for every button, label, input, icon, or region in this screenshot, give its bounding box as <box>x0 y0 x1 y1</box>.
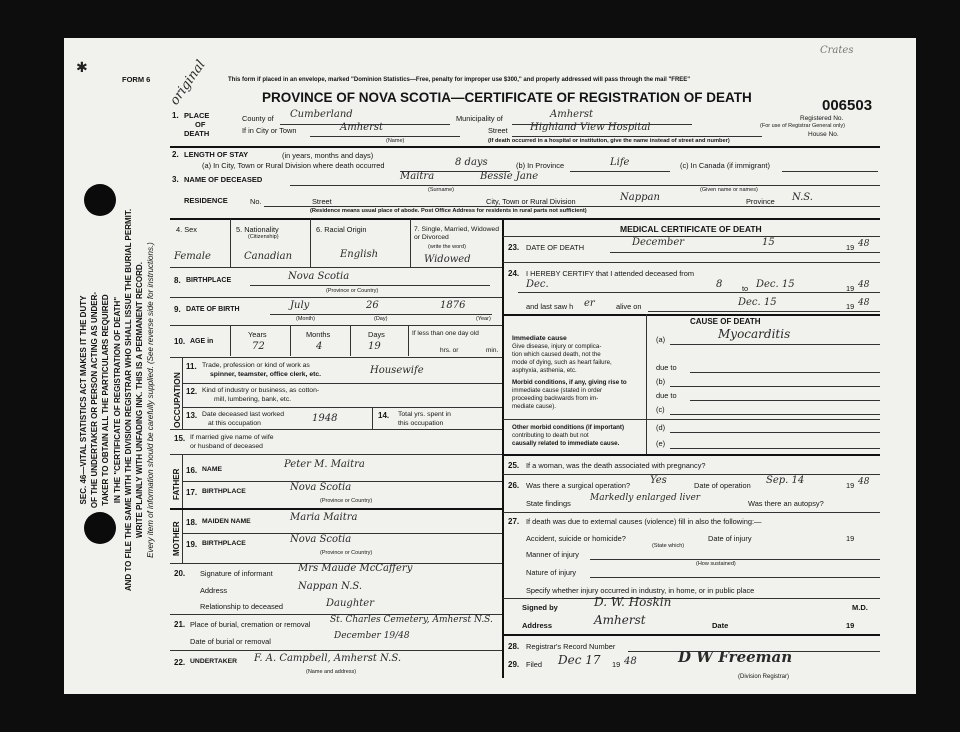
deceased-name-line <box>290 185 880 186</box>
residence-note: (Residence means usual place of abode. Post Office Address for residents in rural parts not sufficient) <box>310 208 587 214</box>
hospital-note: (If death occurred in a hospital or institution, give the name instead of street and number) <box>488 138 730 144</box>
name-of-deceased-label: NAME OF DECEASED <box>184 175 263 184</box>
birthplace-line <box>250 285 490 286</box>
mother-maiden-name-value: Maria Maitra <box>290 512 358 523</box>
name-caption: (Name) <box>386 138 405 144</box>
item-number: 29. <box>508 660 520 669</box>
father-side-label: FATHER <box>172 468 181 500</box>
surname-caption: (Surname) <box>428 187 454 193</box>
alive-year: 48 <box>858 298 870 308</box>
findings-label: State findings <box>526 499 571 508</box>
undertaker-caption: (Name and address) <box>306 669 357 675</box>
age-years: 72 <box>252 341 265 352</box>
nationality-label: 5. Nationality <box>236 225 279 234</box>
residence-label: RESIDENCE <box>184 196 228 205</box>
immediate-desc-3: mode of dying, such as heart failure, <box>512 359 612 366</box>
immediate-cause-title: Immediate cause <box>512 335 567 342</box>
occupation-row-divider <box>182 407 502 408</box>
medical-row-divider <box>503 634 880 636</box>
item-number: 15. <box>174 434 186 443</box>
certify-line <box>518 292 880 293</box>
item-number: 18. <box>186 518 198 527</box>
item-number: 19. <box>186 540 198 549</box>
street-label: Street <box>488 126 508 135</box>
city-line <box>310 136 460 137</box>
residence-city-label: City, Town or Rural Division <box>486 197 576 206</box>
residence-street-label: Street <box>312 197 332 206</box>
dob-year: 1876 <box>440 300 466 311</box>
item-number: 28. <box>508 642 520 651</box>
due-to-label: due to <box>656 363 677 372</box>
last-worked-label2: at this occupation <box>208 420 261 427</box>
personal-col-divider <box>410 219 411 267</box>
item-number: 9. <box>174 305 181 314</box>
city-value: Amherst <box>340 122 383 133</box>
last-worked-label: Date deceased last worked <box>202 411 284 418</box>
last-saw-label: and last saw h <box>526 302 574 311</box>
personal-row-divider <box>170 297 502 298</box>
mother-province-caption: (Province or Country) <box>320 550 373 556</box>
age-col-divider <box>230 326 231 356</box>
personal-row-divider <box>170 357 502 358</box>
total-years-label2: this occupation <box>398 420 444 427</box>
nature-label: Nature of injury <box>526 568 577 577</box>
death-day: 15 <box>762 237 775 248</box>
dob-day-caption: (Day) <box>374 316 388 322</box>
burial-place-value: St. Charles Cemetery, Amherst N.S. <box>330 615 493 625</box>
cause-box-divider-row <box>503 419 880 420</box>
burial-place-label: Place of burial, cremation or removal <box>190 620 311 629</box>
side-line: OF THE UNDERTAKER OR PERSON ACTING AS UNDER- <box>90 291 100 509</box>
hrs-label: hrs. or <box>440 347 459 354</box>
cause-e-label: (e) <box>656 439 666 448</box>
attended-from-day: 8 <box>716 279 723 290</box>
stay-province-value: Life <box>610 157 630 168</box>
last-saw-value: er <box>584 298 595 309</box>
item-number: 21. <box>174 620 186 629</box>
registrar-use-note: (For use of Registrar General only) <box>760 123 845 129</box>
personal-row-divider <box>170 267 502 268</box>
county-label: County of <box>242 114 274 123</box>
to-label: to <box>742 284 749 293</box>
operation-year: 48 <box>858 477 870 487</box>
medical-row-divider <box>503 598 880 599</box>
item-number: 27. <box>508 517 520 526</box>
mother-maiden-name-label: MAIDEN NAME <box>202 518 251 525</box>
municipality-value: Amherst <box>550 109 593 120</box>
external-causes-question: If death was due to external causes (violence) fill in also the following:— <box>526 517 762 526</box>
informant-label: Signature of informant <box>200 569 273 578</box>
street-line <box>512 136 762 137</box>
deceased-given-name: Bessie Jane <box>480 171 539 182</box>
residence-no-label: No. <box>250 197 262 206</box>
attended-to: Dec. 15 <box>756 279 795 290</box>
certificate-title: PROVINCE OF NOVA SCOTIA—CERTIFICATE OF REGISTRATION OF DEATH <box>262 90 752 105</box>
death-label: DEATH <box>184 129 210 138</box>
medical-row-divider <box>503 512 880 513</box>
signed-by-value: D. W. Hoskin <box>594 595 672 609</box>
item-number: 10. <box>174 337 186 346</box>
item-number: 2. <box>172 150 179 159</box>
county-value: Cumberland <box>290 109 353 120</box>
age-months: 4 <box>316 341 323 352</box>
filed-label: Filed <box>526 660 543 669</box>
stay-city-label: (a) In City, Town or Rural Division where death occurred <box>202 161 385 170</box>
other-title-2: contributing to death but not <box>512 432 589 439</box>
dob-month-caption: (Month) <box>296 316 315 322</box>
medical-certificate-title: MEDICAL CERTIFICATE OF DEATH <box>620 224 762 234</box>
alive-on-label: alive on <box>616 302 642 311</box>
nationality-value: Canadian <box>244 251 293 262</box>
residence-province-label: Province <box>746 197 775 206</box>
how-sustained-caption: (How sustained) <box>696 561 736 567</box>
trade-label: Trade, profession or kind of work as <box>202 362 310 369</box>
relationship-value: Daughter <box>326 598 374 609</box>
section-divider <box>170 218 880 220</box>
personal-col-divider <box>310 219 311 267</box>
trade-value: Housewife <box>370 365 424 376</box>
marital-status-label: 7. Single, Married, Widowed or Divorced <box>414 226 499 241</box>
filed-date: Dec 17 <box>558 653 601 667</box>
medical-row-divider <box>503 262 880 263</box>
marital-status-caption: (write the word) <box>428 244 466 250</box>
days-label: Days <box>368 330 385 339</box>
personal-row-divider <box>170 325 502 326</box>
signed-by-label: Signed by <box>522 603 558 612</box>
item-number: 1. <box>172 111 179 120</box>
side-line: TAKER TO OBTAIN ALL THE PARTICULARS REQUIRED <box>101 294 111 506</box>
nationality-caption: (Citizenship) <box>248 234 279 240</box>
father-birthplace-label: BIRTHPLACE <box>202 488 246 495</box>
filed-year-prefix: 19 <box>612 660 621 669</box>
side-line: IN THE "CERTIFICATE OF REGISTRATION OF DEATH" <box>112 296 122 504</box>
column-divider <box>502 218 504 678</box>
item-number: 11. <box>186 362 197 371</box>
age-col-divider <box>290 326 291 356</box>
attended-year-a: 48 <box>858 280 870 290</box>
state-which-caption: (State which) <box>652 543 685 549</box>
given-caption: (Given name or names) <box>700 187 758 193</box>
spouse-label: If married give name of wife <box>190 434 274 441</box>
registrar-caption: (Division Registrar) <box>738 674 790 680</box>
length-of-stay-note: (in years, months and days) <box>282 151 374 160</box>
item-number: 12. <box>186 387 198 396</box>
dob-line <box>270 314 492 315</box>
other-title-1: Other morbid conditions (if important) <box>512 424 625 431</box>
residence-line <box>264 206 880 207</box>
operation-question: Was there a surgical operation? <box>526 481 631 490</box>
cause-c-line <box>670 414 880 415</box>
signature-address-value: Amherst <box>594 613 646 627</box>
informant-address-label: Address <box>200 586 228 595</box>
stay-city-value: 8 days <box>455 157 488 168</box>
form-number: FORM 6 <box>122 75 151 84</box>
date-of-death-label: DATE OF DEATH <box>526 243 585 252</box>
informant-address: Nappan N.S. <box>298 581 363 592</box>
filed-year: 48 <box>624 656 637 667</box>
less-than-day-label: If less than one day old <box>412 330 479 337</box>
cause-box-top <box>503 314 880 316</box>
racial-origin-value: English <box>340 249 379 260</box>
stay-canada-line <box>782 171 878 172</box>
birthplace-value: Nova Scotia <box>288 271 350 282</box>
year-prefix-a: 19 <box>846 284 855 293</box>
md-label: M.D. <box>852 603 868 612</box>
attended-from: Dec. <box>526 279 549 290</box>
immediate-desc-4: asphyxia, asthenia, etc. <box>512 367 577 374</box>
item-number: 25. <box>508 461 520 470</box>
occupation-side-label: OCCUPATION <box>172 372 182 428</box>
operation-date: Sep. 14 <box>766 475 805 486</box>
nature-line <box>590 577 880 578</box>
operation-date-label: Date of operation <box>694 481 751 490</box>
side-instructions <box>78 140 156 660</box>
undertaker-value: F. A. Campbell, Amherst N.S. <box>254 653 402 664</box>
item-number: 16. <box>186 466 198 475</box>
father-birthplace-value: Nova Scotia <box>290 482 352 493</box>
death-year-prefix: 19 <box>846 243 855 252</box>
death-month: December <box>632 237 685 248</box>
dob-year-caption: (Year) <box>476 316 491 322</box>
morbid-title-2: immediate cause (stated in order <box>512 387 603 394</box>
birthplace-label: BIRTHPLACE <box>186 277 232 284</box>
operation-answer: Yes <box>650 475 667 486</box>
cause-box-divider <box>646 314 647 454</box>
certify-text: I HEREBY CERTIFY that I attended deceased from <box>526 269 695 278</box>
age-col-divider <box>408 326 409 356</box>
residence-city-value: Nappan <box>620 192 660 203</box>
dob-month: July <box>290 300 310 311</box>
autopsy-label: Was there an autopsy? <box>748 499 824 508</box>
burial-date-label: Date of burial or removal <box>190 637 271 646</box>
father-province-caption: (Province or Country) <box>320 498 373 504</box>
mother-birthplace-label: BIRTHPLACE <box>202 540 246 547</box>
cause-box-bottom <box>503 454 880 456</box>
municipality-label: Municipality of <box>456 114 503 123</box>
personal-row-divider <box>170 454 502 455</box>
signature-year-prefix: 19 <box>846 621 855 630</box>
morbid-title-4: mediate cause). <box>512 403 557 410</box>
envelope-note: This form if placed in an envelope, marked "Dominion Statistics—Free, penalty for improper use $300," and properly addressed will pass through the mail "FREE" <box>228 77 691 83</box>
medical-row-divider <box>503 474 880 475</box>
immediate-desc-1: Give disease, injury or complica- <box>512 343 602 350</box>
item-number: 17. <box>186 488 198 497</box>
item-number: 3. <box>172 175 179 184</box>
due-to-label: due to <box>656 391 677 400</box>
signature-date-label: Date <box>712 621 729 630</box>
personal-col-divider <box>230 219 231 267</box>
parents-divider <box>170 508 502 510</box>
undertaker-label: UNDERTAKER <box>190 658 238 665</box>
father-name-label: NAME <box>202 466 223 473</box>
immediate-desc-2: tion which caused death, not the <box>512 351 601 358</box>
item-number: 13. <box>186 411 198 420</box>
cause-of-death-title: CAUSE OF DEATH <box>690 317 761 326</box>
burial-date-value: December 19/48 <box>334 631 410 641</box>
marital-status-value: Widowed <box>424 254 471 265</box>
other-title-3: causally related to immediate cause. <box>512 440 620 447</box>
specify-label: Specify whether injury occurred in industry, in home, or in public place <box>526 586 755 595</box>
house-no-label: House No. <box>808 131 839 138</box>
industry-label-examples: mill, lumbering, bank, etc. <box>214 396 292 403</box>
cause-d-line <box>670 432 880 433</box>
side-line: SEC. 46—VITAL STATISTICS ACT MAKES IT THE DUTY <box>79 295 88 505</box>
due-to-line <box>690 400 880 401</box>
residence-province-value: N.S. <box>792 192 813 203</box>
morbid-title-3: proceeding backwards from im- <box>512 395 599 402</box>
stay-canada-label: (c) In Canada (if immigrant) <box>680 161 770 170</box>
item-number: 20. <box>174 569 186 578</box>
age-days: 19 <box>368 341 381 352</box>
age-label: AGE in <box>190 338 214 345</box>
sex-value: Female <box>174 251 211 262</box>
op-year-prefix: 19 <box>846 481 855 490</box>
birthplace-caption: (Province or Country) <box>326 288 379 294</box>
original-note: original <box>167 57 209 109</box>
cause-a-value: Myocarditis <box>718 327 791 341</box>
occupation-side-divider <box>182 357 183 429</box>
of-label: OF <box>195 120 206 129</box>
cause-b-line <box>670 386 880 387</box>
total-years-label: Total yrs. spent in <box>398 411 451 418</box>
months-label: Months <box>306 330 331 339</box>
registrar-signature: D W Freeman <box>678 648 793 666</box>
morbid-title-1: Morbid conditions, if any, giving rise to <box>512 379 627 386</box>
item-number: 14. <box>378 411 390 420</box>
findings-value: Markedly enlarged liver <box>590 493 701 503</box>
medical-title-line <box>503 236 880 237</box>
item-number: 26. <box>508 481 520 490</box>
age-col-divider <box>350 326 351 356</box>
relationship-label: Relationship to deceased <box>200 602 283 611</box>
corner-note: Crates <box>820 45 854 56</box>
dob-label: DATE OF BIRTH <box>186 306 240 313</box>
signature-address-label: Address <box>522 621 553 630</box>
informant-name: Mrs Maude McCaffery <box>298 563 413 574</box>
manner-label: Manner of injury <box>526 550 579 559</box>
cause-e-line <box>670 448 880 449</box>
side-line: Every item of information should be carefully supplied. (See reverse side for instructions.) <box>146 242 156 558</box>
occupation-row-divider <box>182 383 502 384</box>
section-divider <box>170 146 880 148</box>
registrar-record-label: Registrar's Record Number <box>526 642 616 651</box>
occupation-col-divider <box>372 407 373 429</box>
year-prefix-b: 19 <box>846 302 855 311</box>
cause-b-label: (b) <box>656 377 666 386</box>
length-of-stay-label: LENGTH OF STAY <box>184 150 249 159</box>
street-value: Highland View Hospital <box>530 122 651 133</box>
place-label: PLACE <box>184 111 210 120</box>
cause-c-label: (c) <box>656 405 665 414</box>
alive-date: Dec. 15 <box>738 297 777 308</box>
city-label: If in City or Town <box>242 126 297 135</box>
last-worked-value: 1948 <box>312 413 338 424</box>
mother-side-label: MOTHER <box>172 521 181 556</box>
side-line: WRITE PLAINLY WITH UNFADING INK. THIS IS A PERMANENT RECORD. <box>135 262 145 538</box>
stay-province-line <box>570 171 670 172</box>
asterisk-mark: ✱ <box>76 61 88 76</box>
certificate-number: 006503 <box>822 97 873 114</box>
item-number: 22. <box>174 658 186 667</box>
cause-a-label: (a) <box>656 335 666 344</box>
father-name-value: Peter M. Maitra <box>284 459 365 470</box>
personal-row-divider <box>170 650 502 651</box>
manner-line <box>590 559 880 560</box>
injury-year-prefix: 19 <box>846 534 855 543</box>
years-label: Years <box>248 330 267 339</box>
trade-label-examples: spinner, teamster, office clerk, etc. <box>210 371 322 378</box>
registered-no-label: Registered No. <box>800 115 844 122</box>
sex-label: 4. Sex <box>176 225 197 234</box>
date-of-death-line <box>610 252 880 253</box>
item-number: 24. <box>508 269 520 278</box>
racial-origin-label: 6. Racial Origin <box>316 225 367 234</box>
item-number: 23. <box>508 243 520 252</box>
mother-birthplace-value: Nova Scotia <box>290 534 352 545</box>
accident-label: Accident, suicide or homicide? <box>526 534 626 543</box>
stay-province-label: (b) In Province <box>516 161 565 170</box>
due-to-line <box>690 372 880 373</box>
alive-line <box>648 311 880 312</box>
cause-d-label: (d) <box>656 423 666 432</box>
pregnancy-question: If a woman, was the death associated with pregnancy? <box>526 461 706 470</box>
item-number: 8. <box>174 276 181 285</box>
spouse-label2: or husband of deceased <box>190 443 263 450</box>
industry-label: Kind of industry or business, as cotton- <box>202 387 320 394</box>
injury-date-label: Date of injury <box>708 534 752 543</box>
cause-a-line <box>670 344 880 345</box>
death-year: 48 <box>858 239 870 249</box>
dob-day: 26 <box>366 300 379 311</box>
deceased-surname: Maitra <box>400 171 435 182</box>
side-line: AND TO FILE THE SAME WITH THE DIVISION REGISTRAR WHO SHALL ISSUE THE BURIAL PERMIT. <box>123 208 133 592</box>
personal-row-divider <box>170 429 502 430</box>
min-label: min. <box>486 347 499 354</box>
